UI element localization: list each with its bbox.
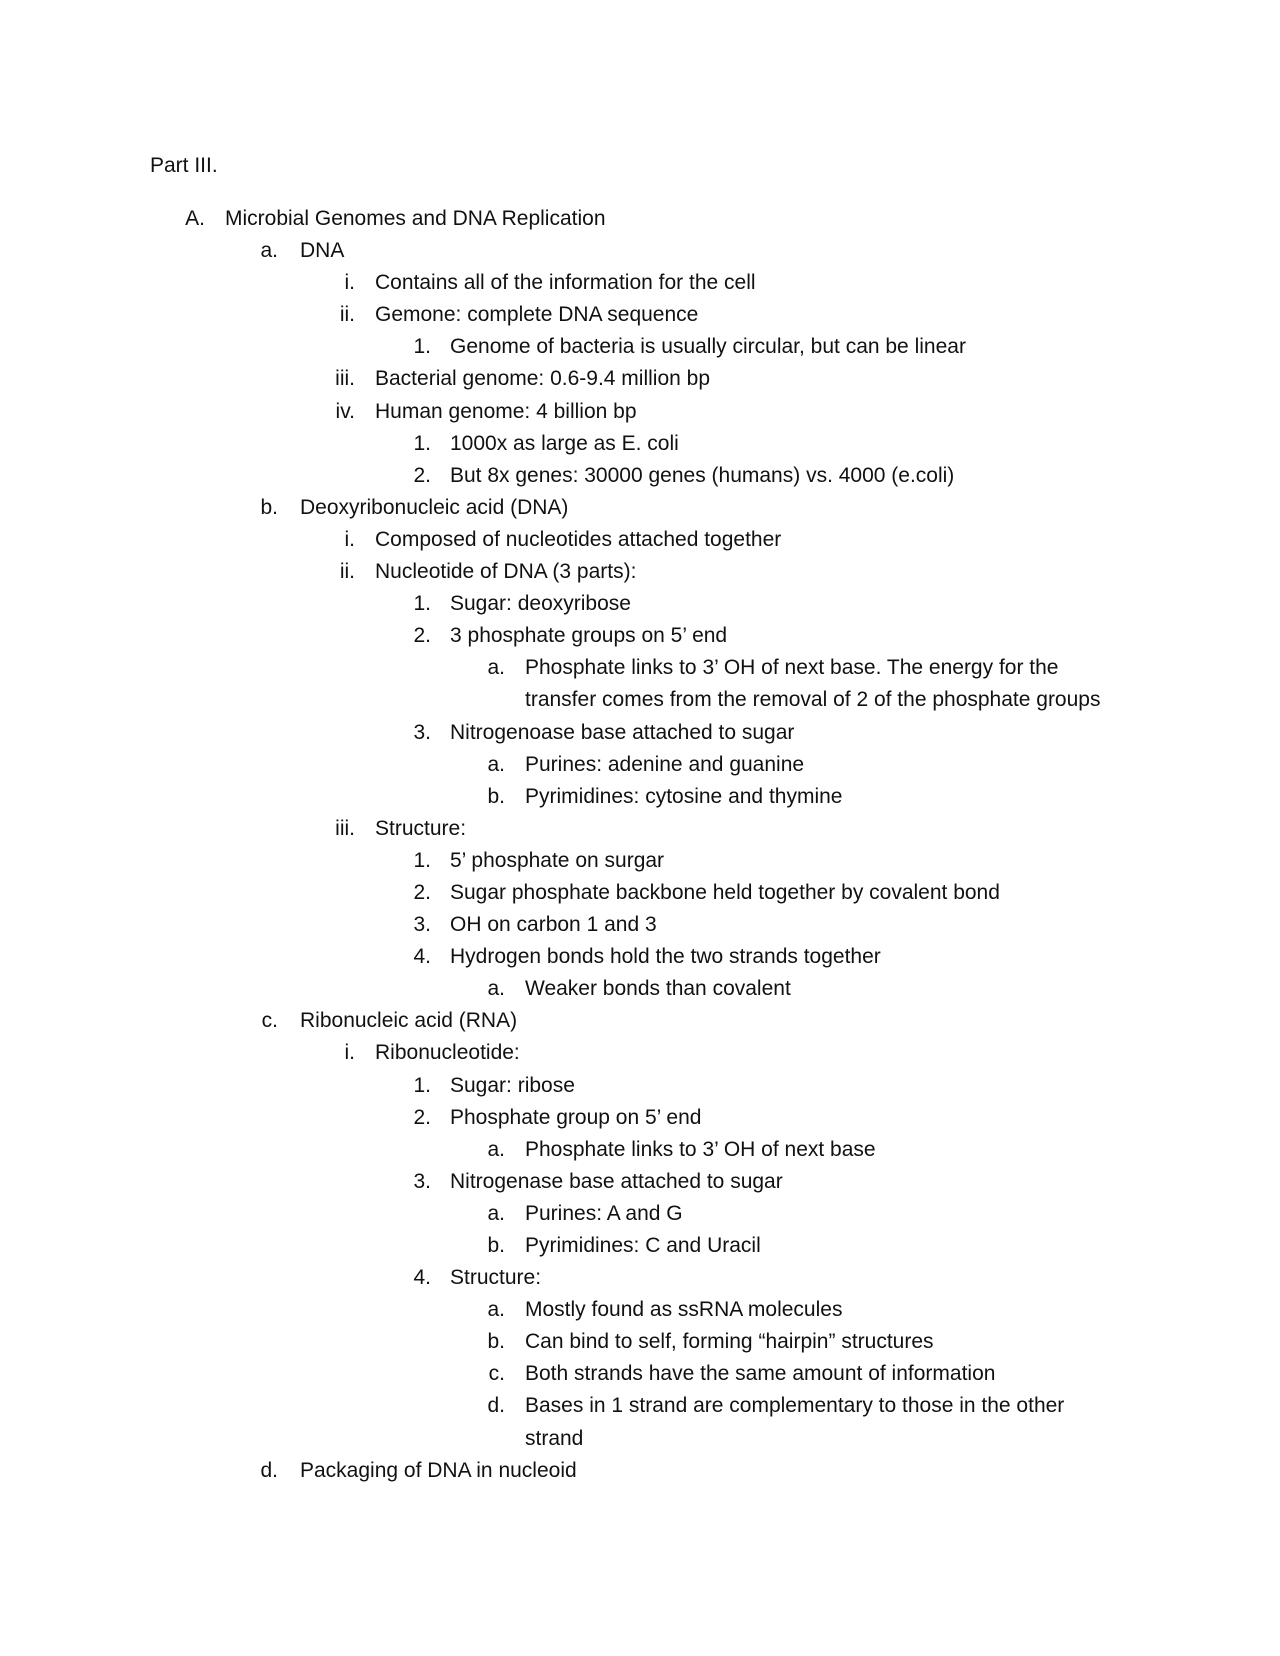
section-title: Microbial Genomes and DNA Replication (225, 207, 606, 230)
list-item (0, 652, 1280, 684)
part-title: Part III. (150, 154, 218, 177)
list-item-text: Bacterial genome: 0.6-9.4 million bp (375, 367, 711, 391)
list-item (0, 588, 1280, 620)
list-marker: 3. (413, 720, 431, 744)
list-marker: A. (185, 207, 205, 230)
list-item-text: Human genome: 4 billion bp (375, 399, 637, 423)
list-marker: a. (487, 1201, 505, 1225)
list-item (0, 1166, 1280, 1198)
list-item-text: Phosphate group on 5’ end (450, 1105, 702, 1129)
outline (0, 203, 1280, 1487)
list-item-text: Hydrogen bonds hold the two strands together (450, 945, 881, 969)
list-marker: a. (260, 239, 278, 263)
list-marker: 4. (413, 1266, 431, 1290)
list-item-text: Purines: adenine and guanine (525, 752, 805, 776)
list-marker: 3. (413, 913, 431, 937)
list-marker: a. (487, 1298, 505, 1322)
list-item (0, 941, 1280, 973)
list-item (0, 1134, 1280, 1166)
list-marker: iii. (335, 816, 355, 840)
list-item (0, 299, 1280, 331)
list-marker: a. (487, 752, 505, 776)
list-item-text: Bases in 1 strand are complementary to those in the other (525, 1394, 1065, 1418)
list-marker: 1. (413, 335, 431, 359)
list-item (0, 428, 1280, 460)
list-item (0, 1390, 1280, 1422)
list-item-text: Mostly found as ssRNA molecules (525, 1298, 843, 1322)
list-item (0, 1294, 1280, 1326)
list-item (0, 556, 1280, 588)
list-marker: b. (487, 1234, 505, 1257)
list-marker: c. (488, 1362, 505, 1386)
list-item-text: 3 phosphate groups on 5’ end (450, 624, 728, 648)
list-item (0, 620, 1280, 652)
section-A (0, 203, 1280, 235)
list-item-text: Purines: A and G (525, 1201, 683, 1225)
list-item (0, 877, 1280, 909)
list-item-text: Weaker bonds than covalent (525, 977, 791, 1001)
list-marker: 1. (413, 431, 431, 455)
list-item-text: Both strands have the same amount of information (525, 1362, 996, 1386)
list-item (0, 460, 1280, 492)
list-item-text: OH on carbon 1 and 3 (450, 913, 657, 937)
list-item-text: Contains all of the information for the cell (375, 271, 756, 295)
list-marker: ii. (339, 560, 355, 584)
list-item-text: Phosphate links to 3’ OH of next base (525, 1137, 876, 1161)
list-item (0, 524, 1280, 556)
list-marker: 2. (413, 463, 431, 487)
list-item (0, 396, 1280, 428)
list-marker: 4. (413, 945, 431, 969)
list-item-text: Sugar: deoxyribose (450, 592, 631, 616)
list-item-text: Sugar: ribose (450, 1073, 575, 1097)
list-marker: 1. (413, 1073, 431, 1097)
list-item (0, 1102, 1280, 1134)
list-item-text: 5’ phosphate on surgar (450, 848, 665, 872)
section-title: Deoxyribonucleic acid (DNA) (300, 495, 569, 519)
list-marker: a. (487, 1137, 505, 1161)
list-marker: c. (261, 1009, 278, 1033)
list-marker: iii. (335, 367, 355, 391)
list-item (0, 1326, 1280, 1358)
list-item-text: Genome of bacteria is usually circular, but can be linear (450, 335, 966, 359)
list-marker: d. (260, 1458, 278, 1482)
list-marker: b. (487, 1330, 505, 1354)
list-marker: i. (344, 1041, 355, 1065)
section-title: DNA (300, 239, 345, 263)
section-b (0, 492, 1280, 524)
list-item (0, 813, 1280, 845)
list-item-text: transfer comes from the removal of 2 of the phosphate groups (525, 688, 1101, 712)
list-item-text: Phosphate links to 3’ OH of next base. The energy for the (525, 656, 1059, 680)
list-marker: d. (487, 1394, 505, 1418)
list-item-text: Nitrogenase base attached to sugar (450, 1169, 783, 1193)
list-item-text: Structure: (450, 1266, 542, 1290)
list-marker: b. (260, 495, 278, 519)
list-item-text: Nucleotide of DNA (3 parts): (375, 560, 637, 584)
list-item-text: Nitrogenoase base attached to sugar (450, 720, 795, 744)
list-item-text: Can bind to self, forming “hairpin” structures (525, 1330, 934, 1354)
list-item (0, 845, 1280, 877)
list-item (0, 909, 1280, 941)
list-marker: a. (487, 656, 505, 680)
list-item (0, 1070, 1280, 1102)
list-item-text: Pyrimidines: C and Uracil (525, 1234, 761, 1257)
list-marker: 2. (413, 880, 431, 904)
list-marker: iv. (335, 399, 355, 423)
list-marker: 2. (413, 624, 431, 648)
list-item (0, 267, 1280, 299)
list-item (0, 1037, 1280, 1069)
list-item (0, 1262, 1280, 1294)
section-title: Packaging of DNA in nucleoid (300, 1458, 577, 1482)
list-item-continuation (0, 1423, 1280, 1455)
list-item (0, 749, 1280, 781)
section-title: Ribonucleic acid (RNA) (300, 1009, 518, 1033)
list-item (0, 1198, 1280, 1230)
list-item-text: Gemone: complete DNA sequence (375, 303, 699, 327)
section-a (0, 235, 1280, 267)
section-d (0, 1455, 1280, 1487)
list-item (0, 781, 1280, 813)
list-item (0, 1358, 1280, 1390)
list-marker: b. (487, 784, 505, 808)
list-item-text: Composed of nucleotides attached together (375, 527, 782, 551)
list-marker: 1. (413, 848, 431, 872)
list-item-text: Structure: (375, 816, 467, 840)
list-item-text: Pyrimidines: cytosine and thymine (525, 784, 843, 808)
list-item (0, 331, 1280, 363)
list-item-text: But 8x genes: 30000 genes (humans) vs. 4000 (e.coli) (450, 463, 955, 487)
list-item (0, 1230, 1280, 1262)
list-marker: 1. (413, 592, 431, 616)
list-marker: i. (344, 527, 355, 551)
list-marker: i. (344, 271, 355, 295)
list-item-text: Sugar phosphate backbone held together by covalent bond (450, 880, 1000, 904)
list-item-text: Ribonucleotide: (375, 1041, 520, 1065)
list-item (0, 363, 1280, 395)
list-marker: a. (487, 977, 505, 1001)
list-marker: ii. (339, 303, 355, 327)
list-item (0, 717, 1280, 749)
list-item (0, 973, 1280, 1005)
section-c (0, 1005, 1280, 1037)
list-marker: 3. (413, 1169, 431, 1193)
list-marker: 2. (413, 1105, 431, 1129)
list-item-text: 1000x as large as E. coli (450, 431, 679, 455)
list-item-continuation (0, 684, 1280, 716)
list-item-text: strand (525, 1426, 584, 1450)
